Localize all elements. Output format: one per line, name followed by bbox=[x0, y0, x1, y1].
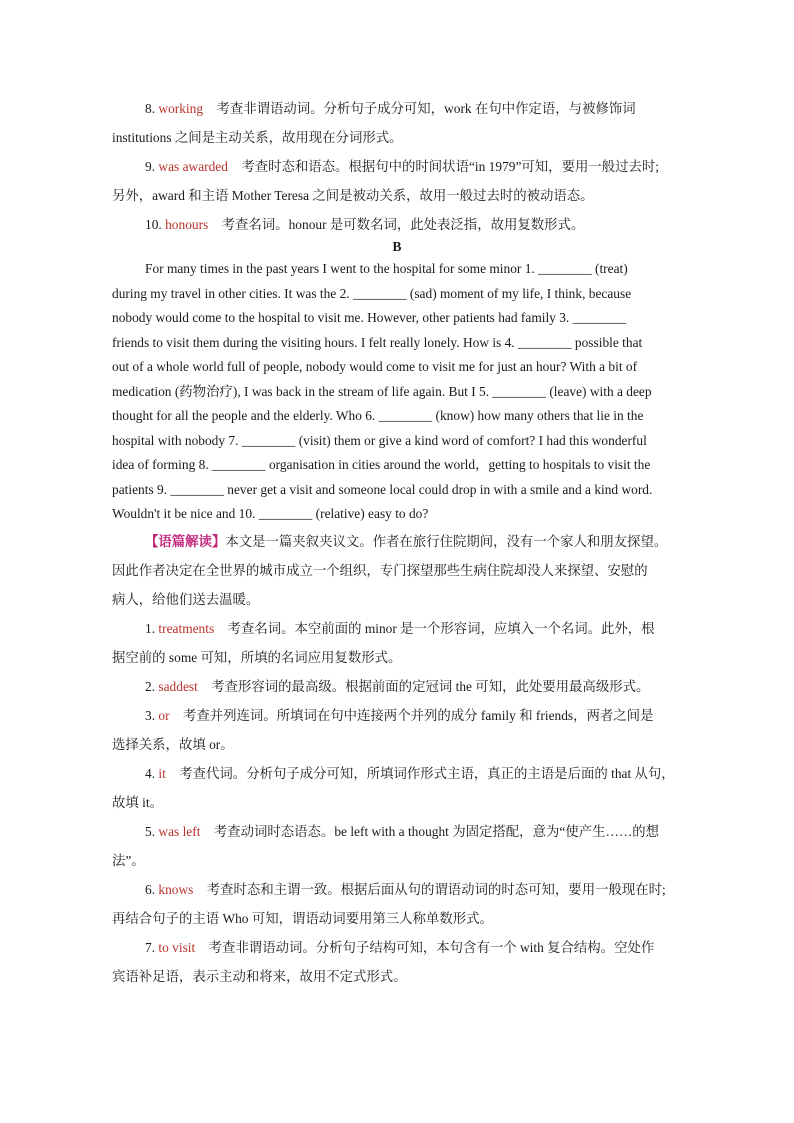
answer-text: was awarded bbox=[158, 159, 228, 174]
answer-item bbox=[112, 933, 682, 991]
answer-text: working bbox=[158, 101, 204, 116]
item-number: 10. bbox=[145, 217, 162, 232]
answer-item bbox=[112, 701, 682, 759]
explanation-text: 考查动词时态语态。be left with a thought 为固定搭配，意为“使产生……的想 bbox=[213, 823, 660, 839]
item-number: 4. bbox=[145, 765, 156, 781]
answer-item bbox=[112, 614, 682, 672]
explanation-text: 再结合句子的主语 Who 可知，谓语动词要用第三人称单数形式。 bbox=[112, 910, 493, 926]
passage-analysis bbox=[112, 527, 682, 614]
explanation-text: 考查非谓语动词。分析句子结构可知，本句含有一个 with 复合结构。空处作 bbox=[208, 939, 655, 955]
passage-line: during my travel in other cities. It was the 2. ________ (sad) moment of my life, I think, because bbox=[112, 285, 632, 301]
passage-line: thought for all the people and the elderly. Who 6. ________ (know) how many others that lie in the bbox=[112, 408, 644, 423]
explanation-text: 考查时态和主谓一致。根据后面从句的谓语动词的时态可知，要用一般现在时; bbox=[206, 881, 666, 897]
item-number: 8. bbox=[145, 101, 156, 116]
section-title: B bbox=[392, 239, 402, 254]
answer-item bbox=[112, 672, 682, 701]
explanation-text: 另外，award 和主语 Mother Teresa 之间是被动关系，故用一般过去时的被动语态。 bbox=[112, 188, 594, 203]
explanation-text: 考查非谓语动词。分析句子成分可知，work 在句中作定语，与被修饰词 bbox=[216, 101, 636, 116]
explanation-text: 故填 it。 bbox=[112, 794, 163, 810]
explanation-text: 考查代词。分析句子成分可知，所填词作形式主语，真正的主语是后面的 that 从句， bbox=[179, 765, 675, 781]
passage-line: medication (药物治疗), I was back in the stream of life again. But I 5. ________ (leave) with a deep bbox=[112, 383, 652, 399]
answer-item bbox=[112, 759, 682, 817]
passage-line: nobody would come to the hospital to visit me. However, other patients had family 3. ________ bbox=[112, 310, 627, 325]
answer-text: saddest bbox=[158, 678, 198, 694]
item-number: 6. bbox=[145, 881, 156, 897]
item-number: 5. bbox=[145, 823, 156, 839]
explanation-text: 考查名词。honour 是可数名词，此处表泛指，故用复数形式。 bbox=[221, 217, 585, 232]
item-number: 2. bbox=[145, 678, 156, 694]
answer-item bbox=[112, 94, 682, 152]
answer-item bbox=[112, 875, 682, 933]
passage-line: friends to visit them during the visiting hours. I felt really lonely. How is 4. ________ possible that bbox=[112, 334, 643, 350]
explanation-text: institutions 之间是主动关系，故用现在分词形式。 bbox=[112, 130, 403, 145]
answer-text: honours bbox=[165, 217, 209, 232]
explanation-text: 考查并列连词。所填词在句中连接两个并列的成分 family 和 friends，两者之间是 bbox=[182, 707, 654, 723]
explanation-text: 选择关系，故填 or。 bbox=[112, 736, 234, 752]
item-number: 1. bbox=[145, 620, 156, 636]
explanation-text: 考查时态和语态。根据句中的时间状语“in 1979”可知，要用一般过去时; bbox=[241, 159, 660, 174]
explanation-text: 宾语补足语，表示主动和将来，故用不定式形式。 bbox=[112, 968, 407, 984]
explanation-text: 考查名词。本空前面的 minor 是一个形容词，应填入一个名词。此外，根 bbox=[227, 620, 655, 636]
answer-text: it bbox=[158, 765, 166, 781]
answer-item bbox=[112, 817, 682, 875]
answer-text: or bbox=[158, 707, 170, 723]
analysis-tag: 【语篇解读】 bbox=[145, 533, 226, 549]
analysis-text: 病人，给他们送去温暖。 bbox=[112, 591, 260, 607]
item-number: 3. bbox=[145, 707, 156, 723]
analysis-text: 本文是一篇夹叙夹议文。作者在旅行住院期间，没有一个家人和朋友探望。 bbox=[225, 533, 668, 549]
passage-line: hospital with nobody 7. ________ (visit) them or give a kind word of comfort? I had this wonderful bbox=[112, 432, 647, 448]
answer-item bbox=[112, 152, 682, 210]
item-number: 9. bbox=[145, 159, 156, 174]
item-number: 7. bbox=[145, 939, 156, 955]
passage-line: patients 9. ________ never get a visit and someone local could drop in with a smile and a kind word. bbox=[112, 481, 653, 497]
answer-text: was left bbox=[158, 823, 201, 839]
explanation-text: 考查形容词的最高级。根据前面的定冠词 the 可知，此处要用最高级形式。 bbox=[211, 678, 650, 694]
passage-line: idea of forming 8. ________ organisation in cities around the world，getting to hospitals to visit the bbox=[112, 457, 651, 472]
answer-text: knows bbox=[158, 881, 194, 897]
answer-text: to visit bbox=[158, 939, 196, 955]
passage-line: For many times in the past years I went to the hospital for some minor 1. ________ (treat) bbox=[145, 261, 628, 276]
explanation-text: 法”。 bbox=[112, 852, 145, 868]
passage bbox=[112, 257, 682, 527]
answer-item bbox=[112, 210, 682, 239]
document-page bbox=[112, 94, 682, 991]
passage-line: Wouldn't it be nice and 10. ________ (relative) easy to do? bbox=[112, 506, 429, 521]
explanation-text: 据空前的 some 可知，所填的名词应用复数形式。 bbox=[112, 649, 402, 665]
analysis-text: 因此作者决定在全世界的城市成立一个组织，专门探望那些生病住院却没人来探望、安慰的 bbox=[112, 562, 648, 578]
answer-text: treatments bbox=[158, 620, 215, 636]
passage-line: out of a whole world full of people, nobody would come to visit me for just an hour? With a bit of bbox=[112, 359, 638, 374]
